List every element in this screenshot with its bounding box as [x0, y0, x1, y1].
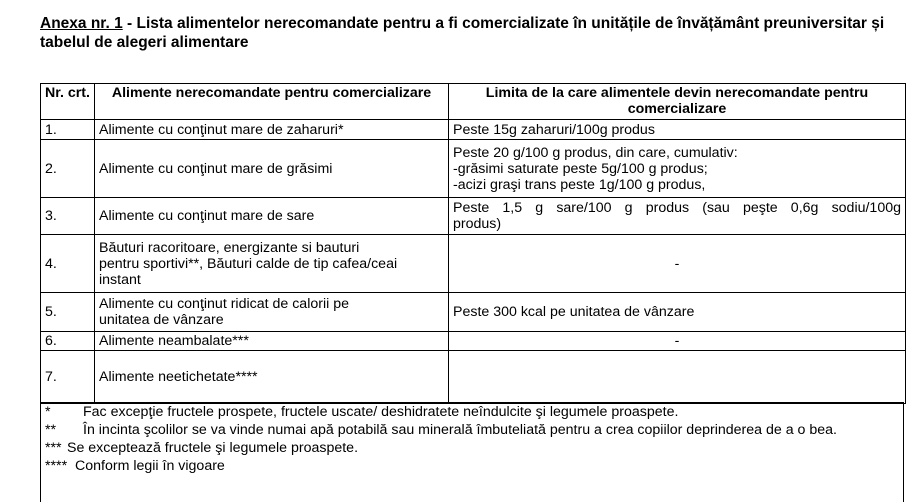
row-food: Alimente neambalate*** — [95, 332, 449, 351]
header-food: Alimente nerecomandate pentru comercializare — [95, 84, 449, 120]
row-food — [95, 235, 449, 293]
limit-line: produs) — [453, 216, 502, 232]
row-number: 1. — [41, 120, 95, 140]
footnote-text: Se exceptează fructele şi legumele proaspete. — [67, 440, 359, 456]
table-row — [41, 332, 906, 351]
row-number: 5. — [41, 293, 95, 332]
footnote — [45, 421, 899, 439]
row-number: 7. — [41, 351, 95, 404]
table-header-row — [41, 84, 906, 120]
annex-heading — [40, 14, 906, 52]
footnote-text: Fac excepţie fructele prospete, fructele uscate/ deshidratete neîndulcite şi legumele proaspete. — [83, 404, 679, 420]
limit-line: -grăsimi saturate peste 5g/100 g produs; — [453, 160, 708, 177]
food-line: Alimente cu conţinut ridicat de calorii pe — [99, 296, 349, 312]
table-row — [41, 351, 906, 404]
row-limit — [449, 198, 906, 235]
row-food: Alimente neetichetate**** — [95, 351, 449, 404]
limit-line: Peste 1,5 g sare/100 g produs (sau peşte 0,6g sodiu/100g — [453, 200, 901, 216]
row-food: Alimente cu conţinut mare de grăsimi — [95, 140, 449, 198]
header-limit: Limita de la care alimentele devin nerecomandate pentru comercializare — [449, 84, 906, 120]
header-nr: Nr. crt. — [41, 84, 95, 120]
row-number: 2. — [41, 140, 95, 198]
footnote-mark: * — [45, 404, 51, 420]
food-line: Băuturi racoritoare, energizante si bauturi — [99, 239, 360, 256]
footnotes — [40, 402, 904, 502]
limit-line: Peste 20 g/100 g produs, din care, cumulativ: — [453, 144, 738, 161]
food-line: instant — [99, 271, 141, 288]
limit-line: -acizi graşi trans peste 1g/100 g produs, — [453, 176, 706, 193]
footnote — [45, 403, 899, 421]
food-restrictions-table — [40, 83, 906, 404]
table-row — [41, 198, 906, 235]
row-food: Alimente cu conţinut mare de sare — [95, 198, 449, 235]
footnote-mark: *** — [45, 440, 62, 456]
row-limit: Peste 15g zaharuri/100g produs — [449, 120, 906, 140]
row-food — [95, 293, 449, 332]
annex-title: - Lista alimentelor nerecomandate pentru a fi comercializate în unitățile de învățământ preuniversitar și tabelul de alegeri alimentare — [40, 15, 885, 51]
row-food: Alimente cu conţinut mare de zaharuri* — [95, 120, 449, 140]
table-row — [41, 120, 906, 140]
row-limit — [449, 140, 906, 198]
table-row — [41, 235, 906, 293]
footnote-mark: **** — [45, 458, 68, 474]
footnote — [45, 457, 899, 475]
footnote-mark: ** — [45, 422, 57, 438]
annex-number: Anexa nr. 1 — [40, 15, 123, 32]
row-limit — [449, 351, 906, 404]
row-limit: - — [449, 235, 906, 293]
row-limit: - — [449, 332, 906, 351]
row-number: 6. — [41, 332, 95, 351]
footnote-text: Conform legii în vigoare — [75, 458, 225, 474]
table-row — [41, 293, 906, 332]
row-limit: Peste 300 kcal pe unitatea de vânzare — [449, 293, 906, 332]
table-row — [41, 140, 906, 198]
row-number: 3. — [41, 198, 95, 235]
row-number: 4. — [41, 235, 95, 293]
food-line: pentru sportivi**, Băuturi calde de tip cafea/ceai — [99, 255, 398, 272]
footnote — [45, 439, 899, 457]
footnote-text: În incinta şcolilor se va vinde numai apă potabilă sau minerală îmbuteliată pentru a crea copiilor deprinderea de a o bea. — [83, 422, 837, 438]
food-line: unitatea de vânzare — [99, 312, 224, 328]
